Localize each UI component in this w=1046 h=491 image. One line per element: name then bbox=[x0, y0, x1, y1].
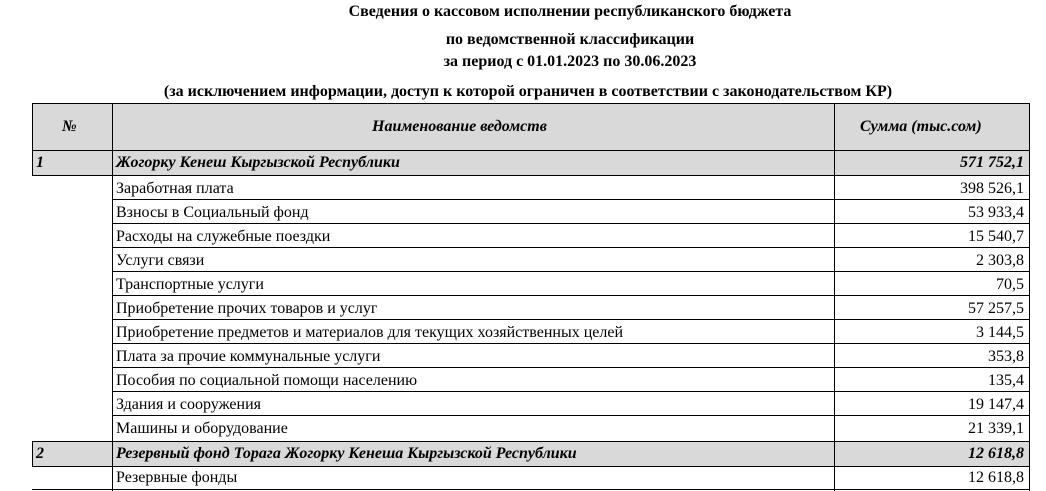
item-sum: 21 339,1 bbox=[968, 420, 1024, 437]
grid-line bbox=[112, 343, 1030, 344]
item-sum: 3 144,5 bbox=[976, 324, 1024, 341]
grid-line bbox=[112, 319, 1030, 320]
item-name: Машины и оборудование bbox=[116, 420, 288, 437]
grid-line bbox=[32, 442, 33, 466]
grid-line bbox=[112, 271, 1030, 272]
item-name: Пособия по социальной помощи населению bbox=[116, 372, 418, 389]
header-sum: Сумма (тыс.сом) bbox=[860, 118, 982, 135]
report-note: (за исключением информации, доступ к которой ограничен в соответствии с законодательством КР) bbox=[163, 83, 893, 100]
department-sum: 571 752,1 bbox=[960, 154, 1024, 171]
grid-line bbox=[112, 367, 1030, 368]
item-name: Заработная плата bbox=[116, 180, 234, 197]
item-name: Услуги связи bbox=[116, 252, 205, 269]
item-sum: 15 540,7 bbox=[968, 228, 1024, 245]
grid-line bbox=[112, 103, 113, 491]
item-sum: 2 303,8 bbox=[976, 252, 1024, 269]
grid-line bbox=[112, 415, 1030, 416]
department-sum: 12 618,8 bbox=[968, 445, 1024, 462]
grid-line bbox=[112, 223, 1030, 224]
grid-line bbox=[32, 466, 1030, 467]
item-sum: 70,5 bbox=[996, 276, 1024, 293]
item-sum: 135,4 bbox=[988, 372, 1024, 389]
item-name: Приобретение прочих товаров и услуг bbox=[116, 300, 378, 317]
item-name: Приобретение предметов и материалов для текущих хозяйственных целей bbox=[116, 324, 624, 341]
item-name: Плата за прочие коммунальные услуги bbox=[116, 348, 381, 365]
grid-line bbox=[32, 441, 1030, 442]
item-sum: 12 618,8 bbox=[968, 469, 1024, 486]
item-name: Расходы на служебные поездки bbox=[116, 228, 331, 245]
grid-line bbox=[112, 295, 1030, 296]
report-subtitle: по ведомственной классификации bbox=[445, 31, 695, 48]
item-name: Резервные фонды bbox=[116, 469, 238, 486]
report-period: за период с 01.01.2023 по 30.06.2023 bbox=[443, 53, 697, 70]
header-num: № bbox=[62, 118, 77, 135]
department-num: 2 bbox=[36, 445, 44, 462]
item-sum: 353,8 bbox=[988, 348, 1024, 365]
department-name: Жогорку Кенеш Кыргызской Республики bbox=[116, 154, 400, 171]
grid-line bbox=[1029, 103, 1030, 491]
grid-line bbox=[834, 103, 835, 491]
item-sum: 398 526,1 bbox=[960, 180, 1024, 197]
item-name: Здания и сооружения bbox=[116, 396, 262, 413]
report-title: Сведения о кассовом исполнении республиканского бюджета bbox=[348, 3, 792, 20]
grid-line bbox=[32, 489, 1030, 490]
item-sum: 19 147,4 bbox=[968, 396, 1024, 413]
department-name: Резервный фонд Торага Жогорку Кенеша Кыргызской Республики bbox=[116, 445, 577, 462]
header-name: Наименование ведомств bbox=[372, 118, 547, 135]
grid-line bbox=[112, 391, 1030, 392]
grid-line bbox=[32, 175, 1030, 176]
item-sum: 53 933,4 bbox=[968, 204, 1024, 221]
item-sum: 57 257,5 bbox=[968, 300, 1024, 317]
grid-line bbox=[112, 247, 1030, 248]
department-num: 1 bbox=[36, 154, 44, 171]
grid-line bbox=[32, 103, 33, 175]
item-name: Взносы в Социальный фонд bbox=[116, 204, 309, 221]
grid-line bbox=[112, 199, 1030, 200]
item-name: Транспортные услуги bbox=[116, 276, 264, 293]
